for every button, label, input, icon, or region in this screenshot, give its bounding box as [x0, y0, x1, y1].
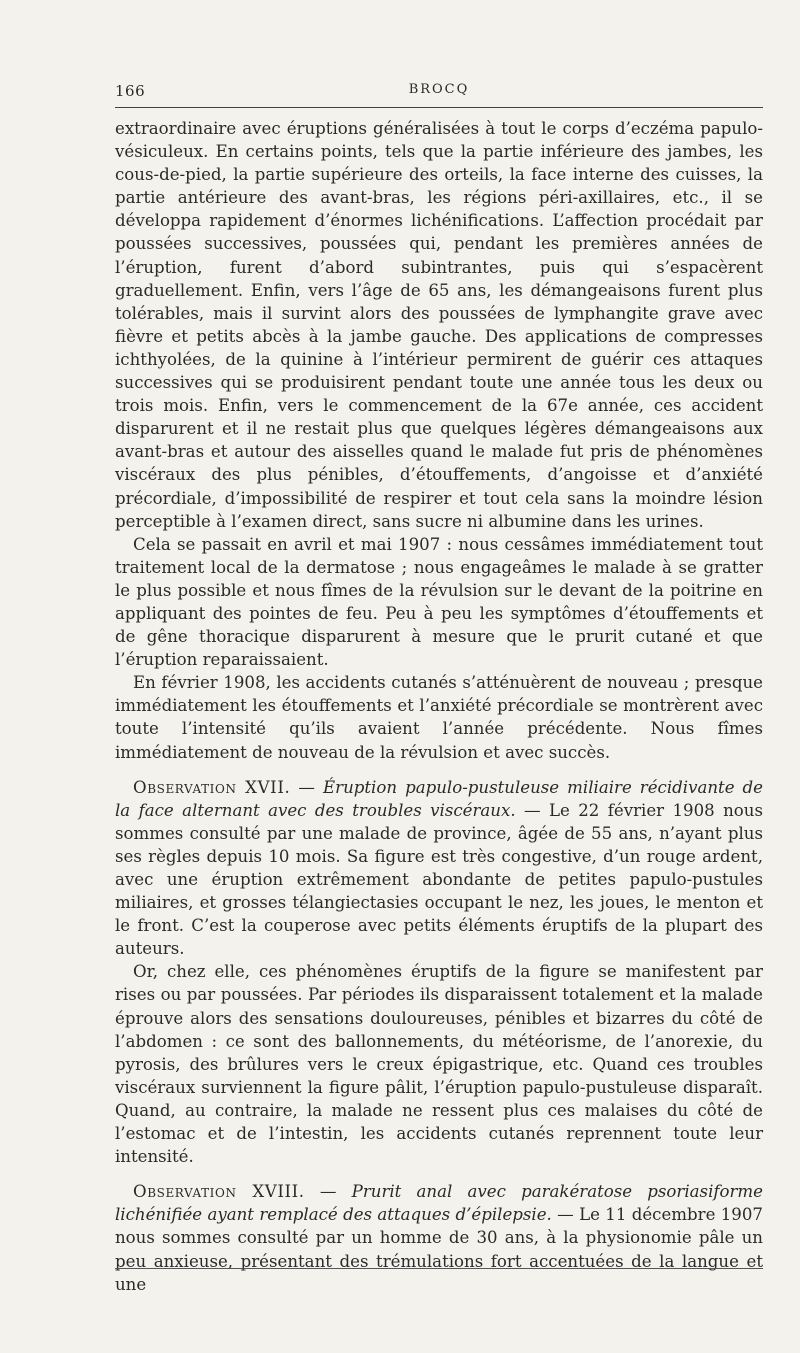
page-number: 166	[115, 82, 146, 100]
observation-title: Prurit anal avec parakératose psoriasiforme lichénifiée ayant remplacé des attaques d’épilepsie.	[115, 1182, 763, 1225]
observation-label: Observation XVIII.	[133, 1182, 305, 1202]
paragraph: Or, chez elle, ces phénomènes éruptifs de la figure se manifestent par rises ou par poussées. Par périodes ils disparaissent totalement et la malade éprouve alors des sensations douloureuses, pénibles et bizarres du côté de l’abdomen : ce sont des ballonnements, du météorisme, de l’anorexie, du pyrosis, des brûlures vers le creux épigastrique, etc. Quand ces troubles viscéraux surviennent la figure pâlit, l’éruption papulo-pustuleuse disparaît. Quand, au contraire, la malade ne ressent plus ces malaises du côté de l’estomac et de l’intestin, les accidents cutanés reprennent toute leur intensité.	[115, 962, 763, 1167]
observation-text: Le 22 février 1908 nous sommes consulté par une malade de province, âgée de 55 ans, n’ayant plus ses règles depuis 10 mois. Sa figure est très congestive, d’un rouge ardent, avec une éruption extrêmement abondante de petites papulo-pustules miliaires, et grosses télangiectasies occupant le nez, les joues, le menton et le front. C’est la couperose avec petits éléments éruptifs de la plupart des auteurs.	[115, 800, 763, 959]
observation-xviii: Observation XVIII. — Prurit anal avec parakératose psoriasiforme lichénifiée ayant remplacé des attaques d’épilepsie. — Le 11 décembre 1907 nous sommes consulté par un homme de 30 ans, à la physionomie pâle un peu anxieuse, présentant des trémulations fort accentuées de la langue et une	[115, 1182, 763, 1294]
paragraph: Cela se passait en avril et mai 1907 : nous cessâmes immédiatement tout traitement local de la dermatose ; nous engageâmes le malade à se gratter le plus possible et nous fîmes de la révulsion sur le devant de la poitrine en appliquant des pointes de feu. Peu à peu les symptômes d’étouffements et de gêne thoracique disparurent à mesure que le prurit cutané et que l’éruption reparaissaient.	[115, 534, 763, 670]
paragraph: En février 1908, les accidents cutanés s’atténuèrent de nouveau ; presque immédiatement les étouffements et l’anxiété précordiale se montrèrent avec toute l’intensité qu’ils avaient l’année précédente. Nous fîmes immédiatement de nouveau de la révulsion et avec succès.	[115, 673, 763, 762]
observation-title: Éruption papulo-pustuleuse miliaire récidivante de la face alternant avec des troubles viscéraux.	[115, 777, 763, 820]
page-body	[115, 117, 763, 1296]
observation-label: Observation XVII.	[133, 777, 291, 797]
bottom-rule	[115, 1268, 763, 1269]
paragraph: extraordinaire avec éruptions généralisées à tout le corps d’eczéma papulo-vésiculeux. En certains points, tels que la partie inférieure des jambes, les cous-de-pied, la partie supérieure des orteils, la face interne des cuisses, la partie antérieure des avant-bras, les régions péri-axillaires, etc., il se développa rapidement d’énormes lichénifications. L’affection procédait par poussées successives, poussées qui, pendant les premières années de l’éruption, furent d’abord subintrantes, puis qui s’espacèrent graduellement. Enfin, vers l’âge de 65 ans, les démangeaisons furent plus tolérables, mais il survint alors des poussées de lymphangite grave avec fièvre et petits abcès à la jambe gauche. Des applications de compresses ichthyolées, de la quinine à l’intérieur permirent de guérir ces attaques successives qui se produisirent pendant toute une année tous les deux ou trois mois. Enfin, vers le commencement de la 67e année, ces accident disparurent et il ne restait plus que quelques légères démangeaisons aux avant-bras et autour des aisselles quand le malade fut pris de phénomènes viscéraux des plus pénibles, d’étouffements, d’angoisse et d’anxiété précordiale, d’impossibilité de respirer et tout cela sans la moindre lésion perceptible à l’examen direct, sans sucre ni albumine dans les urines.	[115, 119, 763, 531]
observation-text: Le 11 décembre 1907 nous sommes consulté par un homme de 30 ans, à la physionomie pâle un peu anxieuse, présentant des trémulations fort accentuées de la langue et une	[115, 1205, 763, 1294]
header-rule	[115, 107, 763, 108]
observation-xvii: Observation XVII. — Éruption papulo-pustuleuse miliaire récidivante de la face alternant avec des troubles viscéraux. — Le 22 février 1908 nous sommes consulté par une malade de province, âgée de 55 ans, n’ayant plus ses règles depuis 10 mois. Sa figure est très congestive, d’un rouge ardent, avec une éruption extrêmement abondante de petites papulo-pustules miliaires, et grosses télangiectasies occupant le nez, les joues, le menton et le front. C’est la couperose avec petits éléments éruptifs de la plupart des auteurs.	[115, 777, 763, 959]
page-header	[115, 82, 763, 106]
running-head: BROCQ	[408, 82, 470, 97]
